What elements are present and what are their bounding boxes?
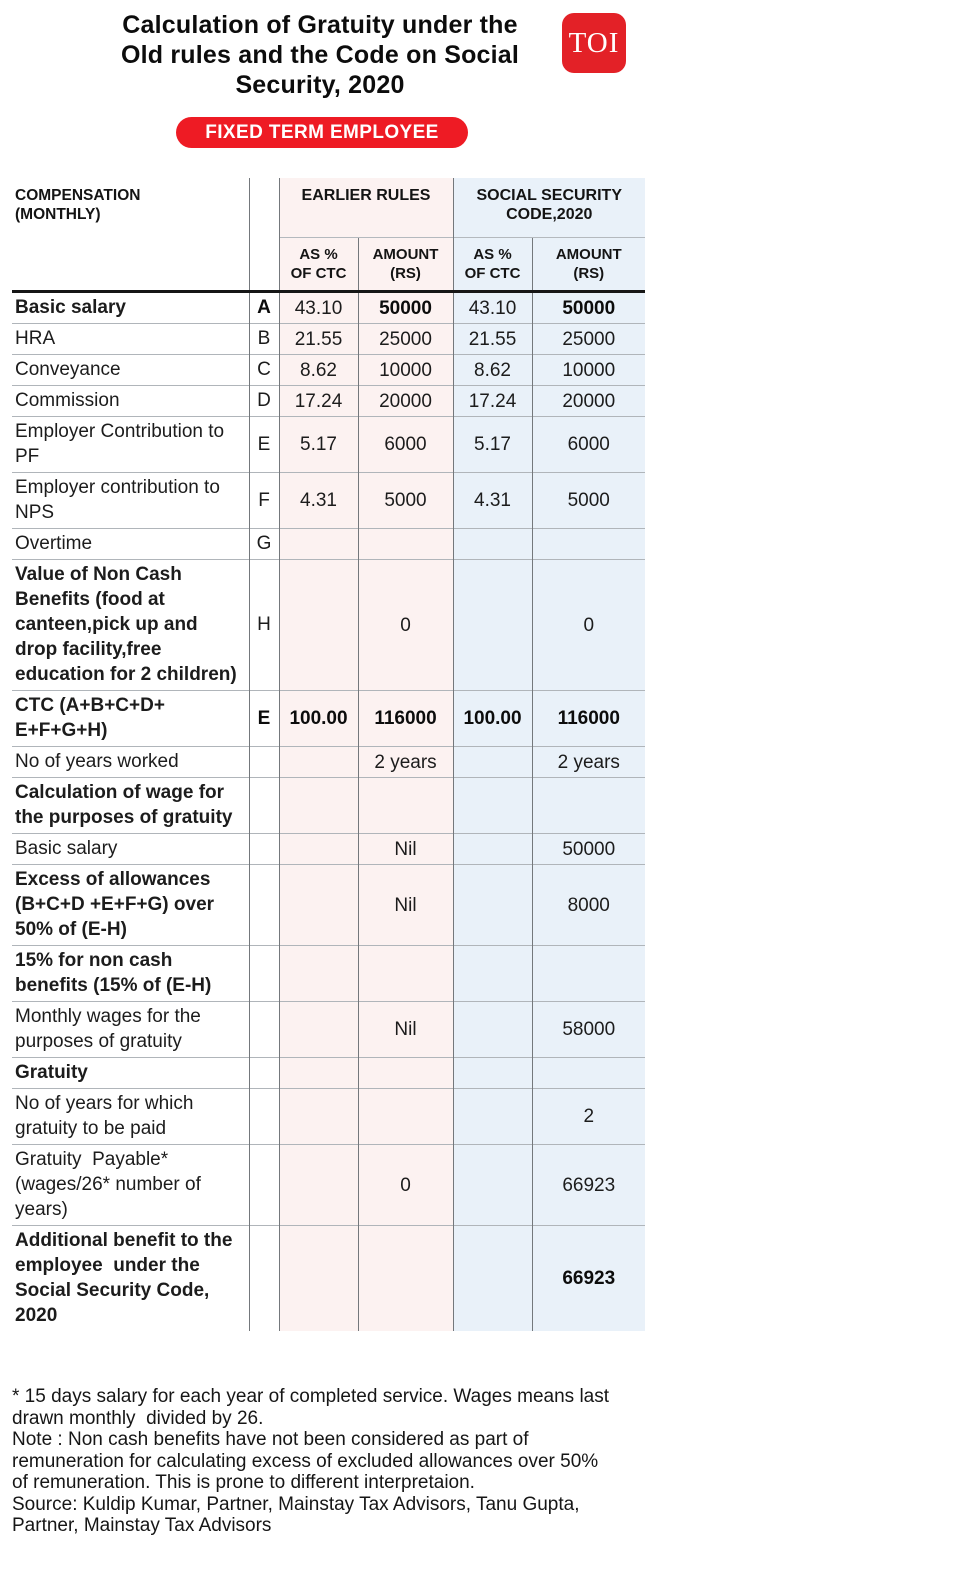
badge-label: FIXED TERM EMPLOYEE [205, 121, 439, 143]
earlier-pct-cell [279, 1145, 358, 1226]
earlier-amount-cell: 50000 [358, 292, 453, 324]
row-letter-cell: E [249, 691, 279, 747]
row-letter-cell: H [249, 560, 279, 691]
ss-pct-cell [453, 747, 532, 778]
earlier-amount-cell: 6000 [358, 417, 453, 473]
earlier-pct-cell: 21.55 [279, 324, 358, 355]
toi-logo-text: TOI [568, 26, 620, 59]
ss-amount-cell: 0 [532, 560, 645, 691]
earlier-pct-cell: 43.10 [279, 292, 358, 324]
header-line: (RS) [390, 265, 421, 282]
earlier-amount-cell: 2 years [358, 747, 453, 778]
ss-amount-cell: 58000 [532, 1002, 645, 1058]
compensation-header-label: COMPENSATION (MONTHLY) [15, 187, 141, 223]
footnote-source: Source: Kuldip Kumar, Partner, Mainstay Tax Advisors, Tanu Gupta, Partner, Mainstay Tax Advisors [12, 1493, 585, 1536]
row-letter-cell: D [249, 386, 279, 417]
row-label-cell: Gratuity Payable* (wages/26* number of years) [15, 1149, 207, 1220]
earlier-pct-cell [279, 1089, 358, 1145]
earlier-amount-cell [358, 946, 453, 1002]
table-row [12, 1089, 645, 1145]
table-row [12, 473, 645, 529]
footnote-note: Note : Non cash benefits have not been considered as part of remuneration for calculating excess of excluded allowances over 50% of remuneration. This is prone to different interpretaion. [12, 1429, 604, 1493]
earlier-rules-group-header: EARLIER RULES [279, 178, 453, 238]
ss-pct-cell: 21.55 [453, 324, 532, 355]
ss-amount-cell: 8000 [532, 865, 645, 946]
row-label-cell: Value of Non Cash Benefits (food at canteen,pick up and drop facility,free education for 2 children) [15, 564, 237, 685]
table-row [12, 292, 645, 324]
ss-pct-cell [453, 778, 532, 834]
page-title: Calculation of Gratuity under the Old rules and the Code on Social Security, 2020 [120, 11, 520, 99]
ss-amount-cell: 2 years [532, 747, 645, 778]
ss-pct-cell: 5.17 [453, 417, 532, 473]
earlier-amount-cell [358, 1089, 453, 1145]
row-letter-cell: C [249, 355, 279, 386]
fixed-term-employee-badge [176, 117, 468, 148]
code-letter-header-cell [249, 178, 279, 292]
earlier-amount-cell: Nil [358, 1002, 453, 1058]
row-label-cell: 15% for non cash benefits (15% of (E-H) [15, 950, 212, 996]
earlier-pct-cell: 17.24 [279, 386, 358, 417]
ss-amount-cell: 10000 [532, 355, 645, 386]
earlier-pct-cell [279, 529, 358, 560]
group-header-row [12, 178, 645, 238]
row-label-cell: Excess of allowances (B+C+D +E+F+G) over 50% of (E-H) [15, 869, 220, 940]
ss-pct-cell [453, 529, 532, 560]
table-row [12, 778, 645, 834]
table-row [12, 355, 645, 386]
earlier-pct-header [279, 238, 358, 292]
table-row [12, 1226, 645, 1332]
ss-amount-cell: 2 [532, 1089, 645, 1145]
earlier-pct-cell [279, 1226, 358, 1332]
ss-pct-cell [453, 946, 532, 1002]
ss-amount-cell [532, 946, 645, 1002]
row-letter-cell [249, 1145, 279, 1226]
earlier-amount-cell: Nil [358, 865, 453, 946]
ss-pct-cell [453, 1145, 532, 1226]
earlier-amount-cell [358, 778, 453, 834]
row-label-cell: Basic salary [15, 838, 118, 859]
row-letter-cell [249, 1002, 279, 1058]
row-label-cell: Employer contribution to NPS [15, 477, 226, 523]
table-body [12, 292, 645, 1332]
ss-amount-cell: 50000 [532, 834, 645, 865]
table-row [12, 529, 645, 560]
earlier-pct-cell [279, 946, 358, 1002]
ss-pct-cell [453, 560, 532, 691]
table-row [12, 1002, 645, 1058]
social-security-group-header: SOCIAL SECURITY CODE,2020 [453, 178, 645, 238]
row-letter-cell [249, 1089, 279, 1145]
table-row [12, 386, 645, 417]
ss-pct-cell: 100.00 [453, 691, 532, 747]
row-label-cell: No of years worked [15, 751, 179, 772]
earlier-pct-cell [279, 747, 358, 778]
earlier-amount-cell: 0 [358, 1145, 453, 1226]
ss-pct-cell [453, 1089, 532, 1145]
row-label-cell: Employer Contribution to PF [15, 421, 230, 467]
row-label-cell: Basic salary [15, 297, 126, 318]
row-letter-cell: F [249, 473, 279, 529]
table-row [12, 560, 645, 691]
table-row [12, 1145, 645, 1226]
table-row [12, 324, 645, 355]
row-label-cell: Monthly wages for the purposes of gratuity [15, 1006, 207, 1052]
row-letter-cell: A [249, 292, 279, 324]
ss-pct-header [453, 238, 532, 292]
row-label-cell: Calculation of wage for the purposes of gratuity [15, 782, 233, 828]
ss-pct-cell: 43.10 [453, 292, 532, 324]
table-row [12, 946, 645, 1002]
table-row [12, 834, 645, 865]
earlier-pct-cell: 5.17 [279, 417, 358, 473]
compensation-header-cell [12, 178, 249, 292]
ss-amount-cell: 25000 [532, 324, 645, 355]
row-label-cell: CTC (A+B+C+D+ E+F+G+H) [15, 695, 171, 741]
table-header [12, 178, 645, 292]
ss-pct-cell [453, 1058, 532, 1089]
row-label-cell: Gratuity [15, 1062, 88, 1083]
ss-amount-cell [532, 529, 645, 560]
gratuity-table [12, 178, 645, 1331]
ss-pct-cell [453, 1226, 532, 1332]
table-row [12, 691, 645, 747]
earlier-pct-cell [279, 1058, 358, 1089]
row-letter-cell: G [249, 529, 279, 560]
ss-amount-cell: 66923 [532, 1226, 645, 1332]
earlier-amount-cell [358, 1058, 453, 1089]
table-row [12, 1058, 645, 1089]
row-letter-cell [249, 946, 279, 1002]
header-line: OF CTC [464, 265, 521, 282]
header-line: AMOUNT [372, 246, 439, 263]
ss-amount-cell: 5000 [532, 473, 645, 529]
earlier-amount-cell [358, 529, 453, 560]
header-line: OF CTC [290, 265, 347, 282]
row-label-cell: Commission [15, 390, 120, 411]
header-line: AS % [473, 246, 512, 263]
row-label-cell: Conveyance [15, 359, 121, 380]
row-label-cell: No of years for which gratuity to be paid [15, 1093, 199, 1139]
earlier-amount-cell: 25000 [358, 324, 453, 355]
row-label-cell: Overtime [15, 533, 93, 554]
row-letter-cell [249, 865, 279, 946]
earlier-amount-cell: 0 [358, 560, 453, 691]
earlier-pct-cell: 100.00 [279, 691, 358, 747]
earlier-pct-cell: 8.62 [279, 355, 358, 386]
ss-amount-cell: 20000 [532, 386, 645, 417]
earlier-amount-cell: 5000 [358, 473, 453, 529]
table-row [12, 417, 645, 473]
ss-pct-cell [453, 865, 532, 946]
ss-pct-cell: 8.62 [453, 355, 532, 386]
ss-pct-cell: 4.31 [453, 473, 532, 529]
ss-amount-cell: 6000 [532, 417, 645, 473]
row-letter-cell: E [249, 417, 279, 473]
earlier-amount-cell [358, 1226, 453, 1332]
ss-amount-cell [532, 1058, 645, 1089]
earlier-pct-cell [279, 834, 358, 865]
earlier-amount-header [358, 238, 453, 292]
row-letter-cell [249, 778, 279, 834]
footnote-days-salary: * 15 days salary for each year of completed service. Wages means last drawn monthly divided by 26. [12, 1386, 615, 1429]
header-line: AS % [299, 246, 338, 263]
earlier-amount-cell: 116000 [358, 691, 453, 747]
header-line: AMOUNT [555, 246, 622, 263]
row-letter-cell [249, 747, 279, 778]
row-label-cell: Additional benefit to the employee under the Social Security Code, 2020 [15, 1230, 238, 1326]
ss-amount-cell: 116000 [532, 691, 645, 747]
row-letter-cell [249, 1058, 279, 1089]
header-line: (RS) [573, 265, 605, 282]
row-label-cell: HRA [15, 328, 56, 349]
ss-pct-cell [453, 1002, 532, 1058]
ss-amount-cell: 50000 [532, 292, 645, 324]
ss-pct-cell [453, 834, 532, 865]
ss-amount-cell: 66923 [532, 1145, 645, 1226]
ss-amount-header [532, 238, 645, 292]
earlier-amount-cell: 10000 [358, 355, 453, 386]
footnotes [12, 1386, 615, 1537]
earlier-pct-cell: 4.31 [279, 473, 358, 529]
row-letter-cell: B [249, 324, 279, 355]
earlier-pct-cell [279, 1002, 358, 1058]
row-letter-cell [249, 1226, 279, 1332]
earlier-pct-cell [279, 778, 358, 834]
earlier-amount-cell: 20000 [358, 386, 453, 417]
earlier-amount-cell: Nil [358, 834, 453, 865]
table-row [12, 865, 645, 946]
table-row [12, 747, 645, 778]
row-letter-cell [249, 834, 279, 865]
toi-logo [562, 13, 626, 73]
ss-pct-cell: 17.24 [453, 386, 532, 417]
earlier-pct-cell [279, 865, 358, 946]
earlier-pct-cell [279, 560, 358, 691]
ss-amount-cell [532, 778, 645, 834]
